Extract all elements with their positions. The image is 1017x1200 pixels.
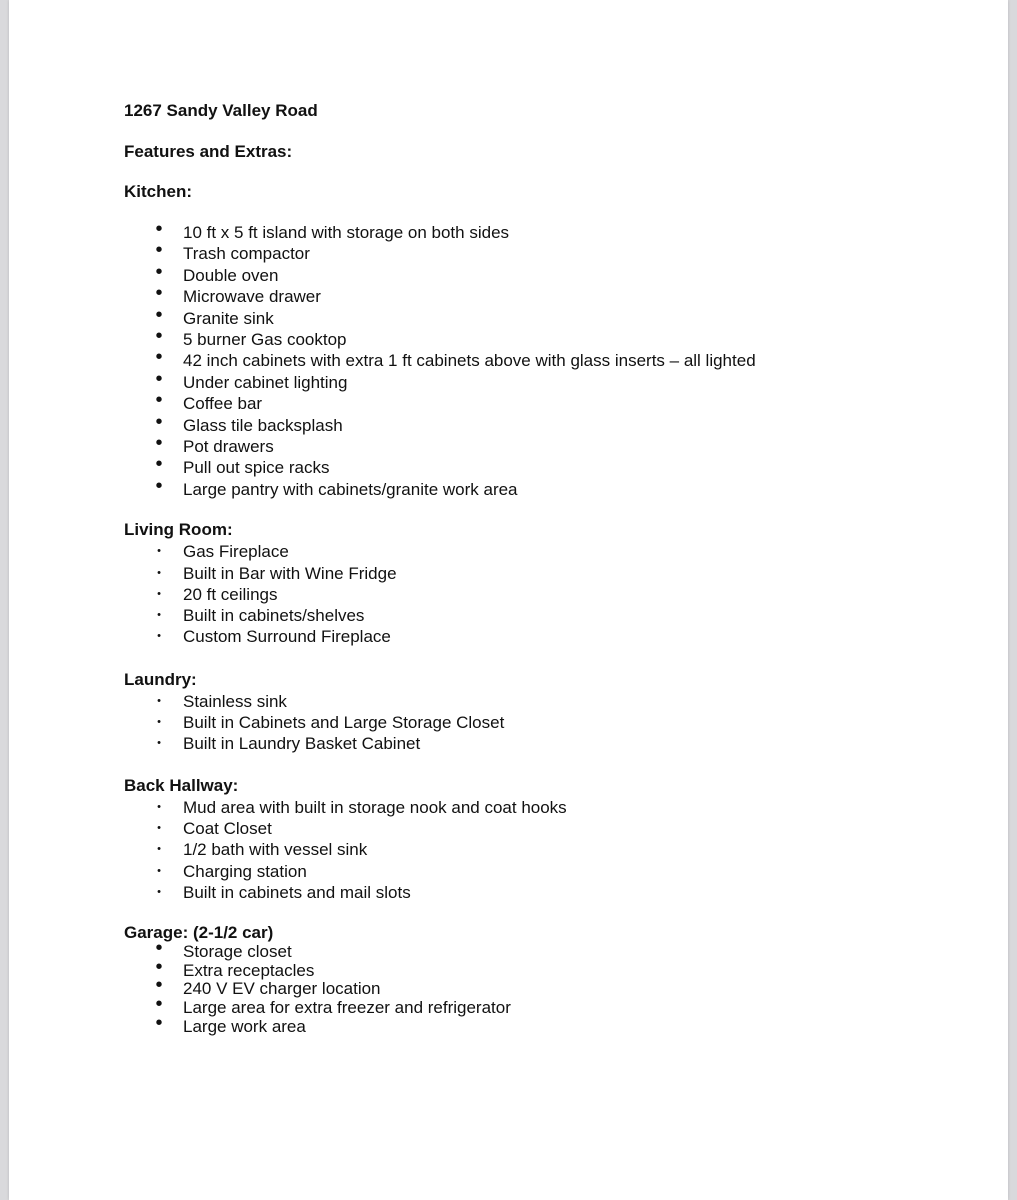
list-item-text: Large work area xyxy=(183,1016,306,1036)
list-item xyxy=(124,605,944,626)
bullet-icon: • xyxy=(157,737,161,750)
bullet-icon: • xyxy=(157,864,161,877)
list-item xyxy=(124,733,944,754)
bullet-icon: • xyxy=(155,218,163,240)
section-title-laundry: Laundry: xyxy=(124,669,197,689)
list-item-text: Custom Surround Fireplace xyxy=(183,627,391,647)
list-item xyxy=(124,955,944,981)
list-item xyxy=(124,239,944,264)
bullet-icon: • xyxy=(157,821,161,834)
list-item-text: Trash compactor xyxy=(183,244,310,264)
garage-list xyxy=(124,937,944,1036)
list-item xyxy=(124,260,944,286)
list-item xyxy=(124,367,944,393)
bullet-icon: • xyxy=(157,587,161,600)
bullet-icon: • xyxy=(157,885,161,898)
list-item xyxy=(124,453,944,478)
bullet-icon: • xyxy=(155,474,163,497)
bullet-icon: • xyxy=(155,410,163,433)
list-item-text: Built in cabinets and mail slots xyxy=(183,882,411,902)
bullet-icon: • xyxy=(155,955,163,978)
bullet-icon: • xyxy=(157,843,161,856)
list-item-text: Under cabinet lighting xyxy=(183,372,348,392)
document-page xyxy=(9,0,1008,1200)
list-item-text: 240 V EV charger location xyxy=(183,979,381,999)
list-item xyxy=(124,563,944,584)
bullet-icon: • xyxy=(157,609,161,622)
bullet-icon: • xyxy=(155,239,163,262)
list-item-text: Built in cabinets/shelves xyxy=(183,606,365,626)
list-item xyxy=(124,839,944,860)
list-item-text: 42 inch cabinets with extra 1 ft cabinets above with glass inserts – all lighted xyxy=(183,351,756,371)
list-item-text: Built in Cabinets and Large Storage Closet xyxy=(183,713,505,733)
list-item xyxy=(124,882,944,903)
list-item-text: Microwave drawer xyxy=(183,287,321,307)
list-item-text: Extra receptacles xyxy=(183,960,315,980)
list-item-text: 1/2 bath with vessel sink xyxy=(183,840,368,860)
bullet-icon: • xyxy=(155,367,163,390)
back-hallway-list xyxy=(124,797,944,903)
list-item-text: Charging station xyxy=(183,861,307,881)
bullet-icon: • xyxy=(155,453,163,476)
list-item xyxy=(124,410,944,436)
living-room-list xyxy=(124,541,944,647)
list-item-text: 10 ft x 5 ft island with storage on both sides xyxy=(183,223,510,242)
list-item xyxy=(124,712,944,733)
section-title-back-hallway: Back Hallway: xyxy=(124,775,239,795)
list-item-text: Large area for extra freezer and refrigerator xyxy=(183,997,511,1017)
list-item xyxy=(124,584,944,605)
bullet-icon: • xyxy=(155,303,163,326)
section-title-living-room: Living Room: xyxy=(124,520,233,540)
bullet-icon: • xyxy=(155,325,163,348)
list-item xyxy=(124,818,944,839)
kitchen-list xyxy=(124,218,944,500)
bullet-icon: • xyxy=(157,545,161,558)
bullet-icon: • xyxy=(155,389,163,412)
list-item xyxy=(124,218,944,243)
bullet-icon: • xyxy=(155,282,163,305)
list-item-text: Coffee bar xyxy=(183,394,263,414)
features-heading: Features and Extras: xyxy=(124,142,293,161)
list-item-text: 20 ft ceilings xyxy=(183,584,278,604)
list-item-text: Built in Laundry Basket Cabinet xyxy=(183,734,421,754)
list-item xyxy=(124,541,944,562)
property-address: 1267 Sandy Valley Road xyxy=(124,101,318,120)
list-item xyxy=(124,937,944,962)
bullet-icon: • xyxy=(157,716,161,729)
list-item-text: Gas Fireplace xyxy=(183,542,289,562)
bullet-icon: • xyxy=(155,937,163,960)
list-item xyxy=(124,474,944,500)
list-item xyxy=(124,1011,944,1037)
list-item-text: Stainless sink xyxy=(183,691,287,711)
list-item xyxy=(124,303,944,329)
list-item-text: Storage closet xyxy=(183,942,292,962)
list-item xyxy=(124,282,944,307)
bullet-icon: • xyxy=(157,566,161,579)
list-item xyxy=(124,797,944,818)
list-item xyxy=(124,626,944,647)
list-item xyxy=(124,691,944,712)
list-item-text: Glass tile backsplash xyxy=(183,415,343,435)
bullet-icon: • xyxy=(157,630,161,643)
bullet-icon: • xyxy=(157,800,161,813)
list-item-text: Granite sink xyxy=(183,308,274,328)
bullet-icon: • xyxy=(155,974,163,997)
bullet-icon: • xyxy=(155,1011,163,1034)
list-item-text: Large pantry with cabinets/granite work area xyxy=(183,479,518,499)
list-item xyxy=(124,389,944,414)
list-item-text: Pull out spice racks xyxy=(183,458,330,478)
list-item-text: Pot drawers xyxy=(183,437,274,457)
laundry-list xyxy=(124,691,944,755)
section-title-kitchen: Kitchen: xyxy=(124,182,192,201)
list-item-text: Built in Bar with Wine Fridge xyxy=(183,563,397,583)
bullet-icon: • xyxy=(155,432,163,455)
bullet-icon: • xyxy=(155,992,163,1015)
list-item xyxy=(124,974,944,999)
list-item xyxy=(124,992,944,1018)
list-item-text: 5 burner Gas cooktop xyxy=(183,330,347,350)
list-item-text: Double oven xyxy=(183,265,279,285)
list-item xyxy=(124,325,944,350)
bullet-icon: • xyxy=(155,346,163,369)
list-item xyxy=(124,346,944,371)
list-item xyxy=(124,861,944,882)
list-item-text: Coat Closet xyxy=(183,818,272,838)
list-item xyxy=(124,432,944,457)
bullet-icon: • xyxy=(155,260,163,283)
document-content xyxy=(124,100,944,1036)
list-item-text: Mud area with built in storage nook and coat hooks xyxy=(183,797,567,817)
section-title-garage: Garage: (2-1/2 car) xyxy=(124,923,274,943)
bullet-icon: • xyxy=(157,694,161,707)
